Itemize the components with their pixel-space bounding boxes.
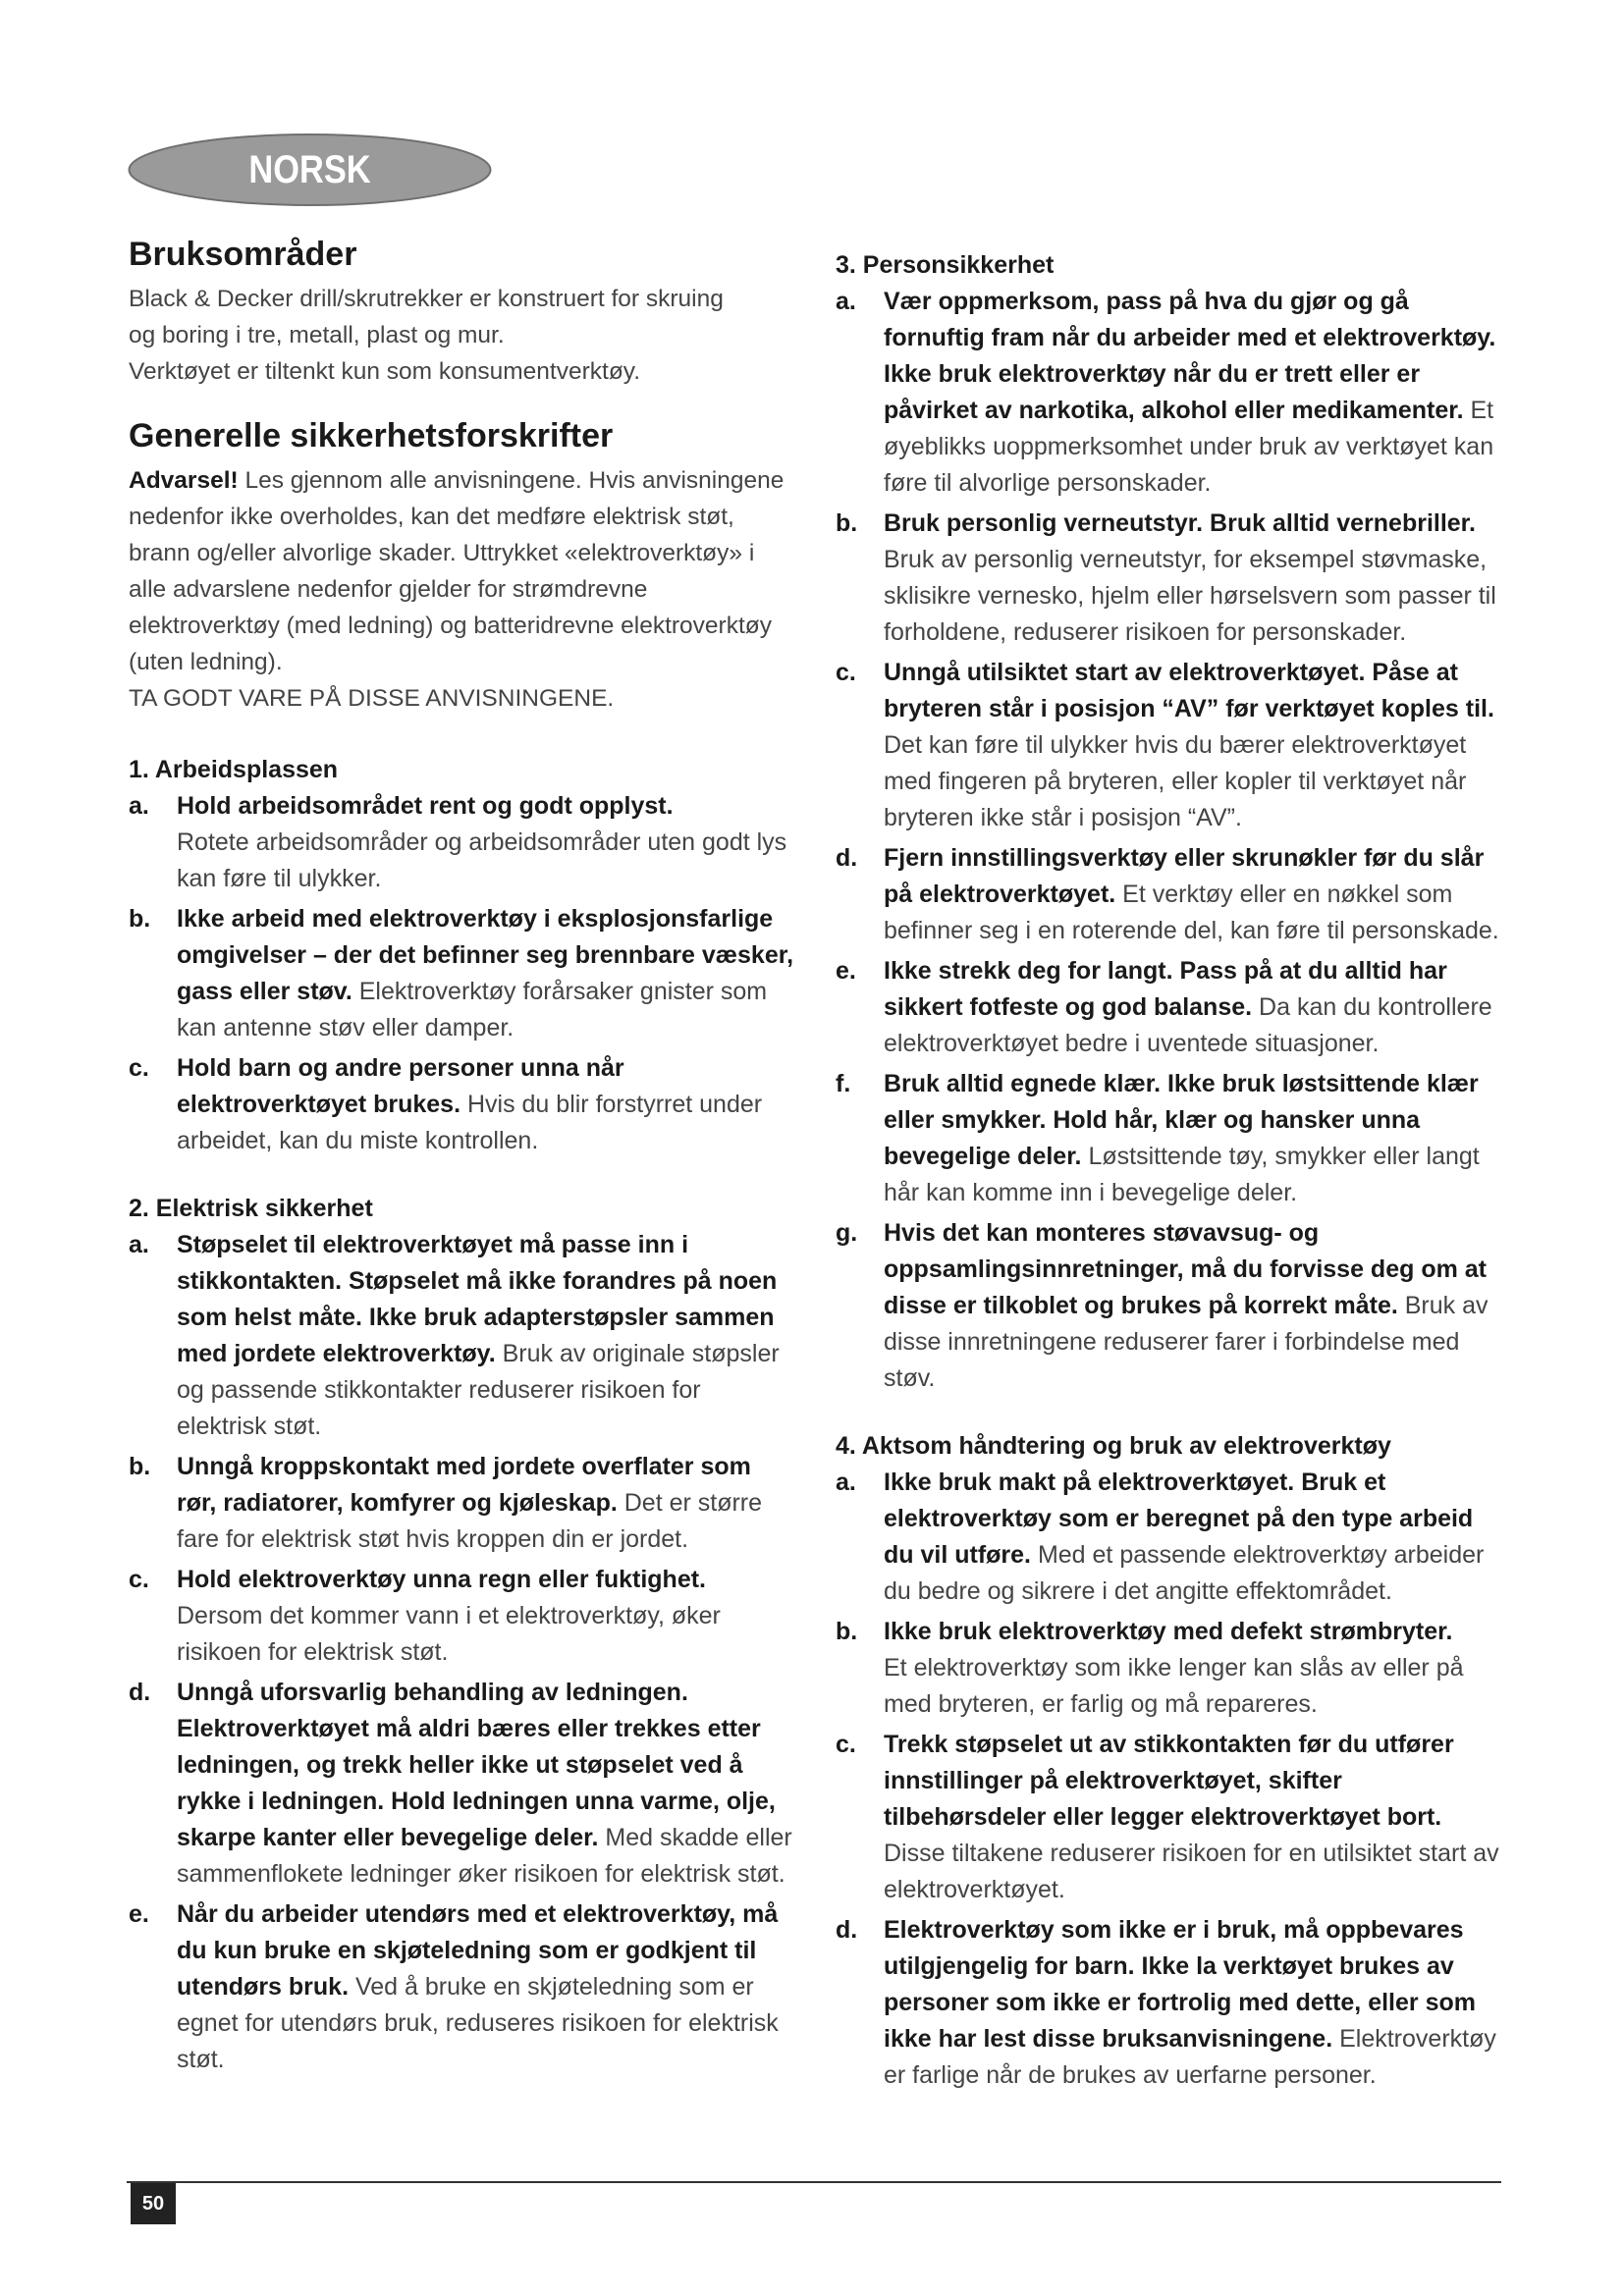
list-item: g. Hvis det kan monteres støvavsug- og oppsamlingsinnretninger, må du forvisse deg om at disse er tilkoblet og brukes på korrekt måte. Bruk av disse innretningene reduserer farer i forbindelse med støv. bbox=[836, 1219, 1489, 1392]
keep-instructions-text: TA GODT VARE PÅ DISSE ANVISNINGENE. bbox=[129, 685, 615, 712]
right-column bbox=[836, 247, 1503, 2098]
page-number: 50 bbox=[131, 2183, 176, 2224]
list-item: a. Hold arbeidsområdet rent og godt opplyst. Rotete arbeidsområder og arbeidsområder uten godt lys kan føre til ulykker. bbox=[129, 792, 787, 892]
list-item: a. Vær oppmerksom, pass på hva du gjør og gå fornuftig fram når du arbeider med et elektroverktøy. Ikke bruk elektroverktøy når du er trett eller er påvirket av narkotika, alkohol eller medikamenter. Et øyeblikks uoppmerksomhet under bruk av verktøyet kan føre til alvorlige personskader. bbox=[836, 288, 1496, 497]
list-item: d. Fjern innstillingsverktøy eller skrunøkler før du slår på elektroverktøyet. Et verktøy eller en nøkkel som befinner seg i en roterende del, kan føre til personskade. bbox=[836, 844, 1499, 944]
warning-label: Advarsel! bbox=[129, 467, 239, 494]
section-4-title: 4. Aktsom håndtering og bruk av elektroverktøy bbox=[836, 1432, 1391, 1460]
section-1-title: 1. Arbeidsplassen bbox=[129, 756, 339, 783]
list-item: a. Ikke bruk makt på elektroverktøyet. Bruk et elektroverktøy som er beregnet på den type arbeid du vil utføre. Med et passende elektroverktøy arbeider du bedre og sikrere i det angitte effektområdet. bbox=[836, 1468, 1485, 1605]
list-item: d. Elektroverktøy som ikke er i bruk, må oppbevares utilgjengelig for barn. Ikke la verktøyet brukes av personer som ikke er fortrolig med dette, eller som ikke har lest disse bruksanvisningene. Elektroverktøy er farlige når de brukes av uerfarne personer. bbox=[836, 1916, 1496, 2089]
heading-safety-rules: Generelle sikkerhetsforskrifter bbox=[129, 417, 614, 454]
intro-line-2: og boring i tre, metall, plast og mur. bbox=[129, 322, 505, 348]
intro-line-3: Verktøyet er tiltenkt kun som konsumentverktøy. bbox=[129, 358, 641, 385]
list-item: b. Unngå kroppskontakt med jordete overflater som rør, radiatorer, komfyrer og kjøleskap. Det er større fare for elektrisk støt hvis kroppen din er jordet. bbox=[129, 1453, 763, 1553]
list-item: d. Unngå uforsvarlig behandling av ledningen. Elektroverktøyet må aldri bæres eller trekkes etter ledningen, og trekk heller ikke ut støpselet ved å rykke i ledningen. Hold ledningen unna varme, olje, skarpe kanter eller bevegelige deler. Med skadde eller sammenflokete ledninger øker risikoen for elektrisk støt. bbox=[129, 1679, 792, 1888]
list-item: a. Støpselet til elektroverktøyet må passe inn i stikkontakten. Støpselet må ikke forandres på noen som helst måte. Ikke bruk adapterstøpsler sammen med jordete elektroverktøy. Bruk av originale støpsler og passende stikkontakter reduserer risikoen for elektrisk støt. bbox=[129, 1231, 780, 1440]
section-2-title: 2. Elektrisk sikkerhet bbox=[129, 1195, 373, 1222]
list-item: f. Bruk alltid egnede klær. Ikke bruk løstsittende klær eller smykker. Hold hår, klær og hansker unna bevegelige deler. Løstsittende tøy, smykker eller langt hår kan komme inn i bevegelige deler. bbox=[836, 1070, 1480, 1206]
section-3-title: 3. Personsikkerhet bbox=[836, 251, 1055, 279]
list-item: c. Hold barn og andre personer unna når elektroverktøyet brukes. Hvis du blir forstyrret under arbeidet, kan du miste kontrollen. bbox=[129, 1054, 763, 1154]
left-column bbox=[129, 234, 796, 2082]
list-item: e. Ikke strekk deg for langt. Pass på at du alltid har sikkert fotfeste og god balanse. Da kan du kontrollere elektroverktøyet bedre i uventede situasjoner. bbox=[836, 957, 1492, 1057]
list-item: c. Hold elektroverktøy unna regn eller fuktighet. Dersom det kommer vann i et elektroverktøy, øker risikoen for elektrisk støt. bbox=[129, 1566, 721, 1666]
list-item: b. Ikke arbeid med elektroverktøy i eksplosjonsfarlige omgivelser – der det befinner seg brennbare væsker, gass eller støv. Elektroverktøy forårsaker gnister som kan antenne støv eller damper. bbox=[129, 905, 794, 1041]
list-item: b. Ikke bruk elektroverktøy med defekt strømbryter. Et elektroverktøy som ikke lenger kan slås av eller på med bryteren, er farlig og må repareres. bbox=[836, 1618, 1464, 1718]
list-item: e. Når du arbeider utendørs med et elektroverktøy, må du kun bruke en skjøteledning som er godkjent til utendørs bruk. Ved å bruke en skjøteledning som er egnet for utendørs bruk, reduseres risikoen for elektrisk støt. bbox=[129, 1900, 779, 2073]
footer-divider bbox=[127, 2181, 1501, 2183]
language-label: NORSK bbox=[248, 148, 371, 191]
heading-bruksomrader: Bruksområder bbox=[129, 236, 357, 273]
language-badge bbox=[127, 132, 493, 208]
intro-line-1: Black & Decker drill/skrutrekker er konstruert for skruing bbox=[129, 286, 724, 312]
list-item: b. Bruk personlig verneutstyr. Bruk alltid vernebriller. Bruk av personlig verneutstyr, for eksempel støvmaske, sklisikre vernesko, hjelm eller hørselsvern som passer til forholdene, reduserer risikoen for personskader. bbox=[836, 509, 1496, 646]
warning-text: Les gjennom alle anvisningene. Hvis anvisningene nedenfor ikke overholdes, kan det medføre elektrisk støt, brann og/eller alvorlige skader. Uttrykket «elektroverktøy» i alle advarslene nedenfor gjelder for strømdrevne elektroverktøy (med ledning) og batteridrevne elektroverktøy (uten ledning). bbox=[129, 467, 785, 675]
list-item: c. Trekk støpselet ut av stikkontakten før du utfører innstillinger på elektroverktøyet, skifter tilbehørsdeler eller legger elektroverktøyet bort. Disse tiltakene reduserer risikoen for en utilsiktet start av elektroverktøyet. bbox=[836, 1731, 1499, 1903]
list-item: c. Unngå utilsiktet start av elektroverktøyet. Påse at bryteren står i posisjon “AV” før verktøyet koples til. Det kan føre til ulykker hvis du bærer elektroverktøyet med fingeren på bryteren, eller kopler til verktøyet når bryteren ikke står i posisjon “AV”. bbox=[836, 659, 1494, 831]
warning-paragraph bbox=[129, 462, 796, 680]
